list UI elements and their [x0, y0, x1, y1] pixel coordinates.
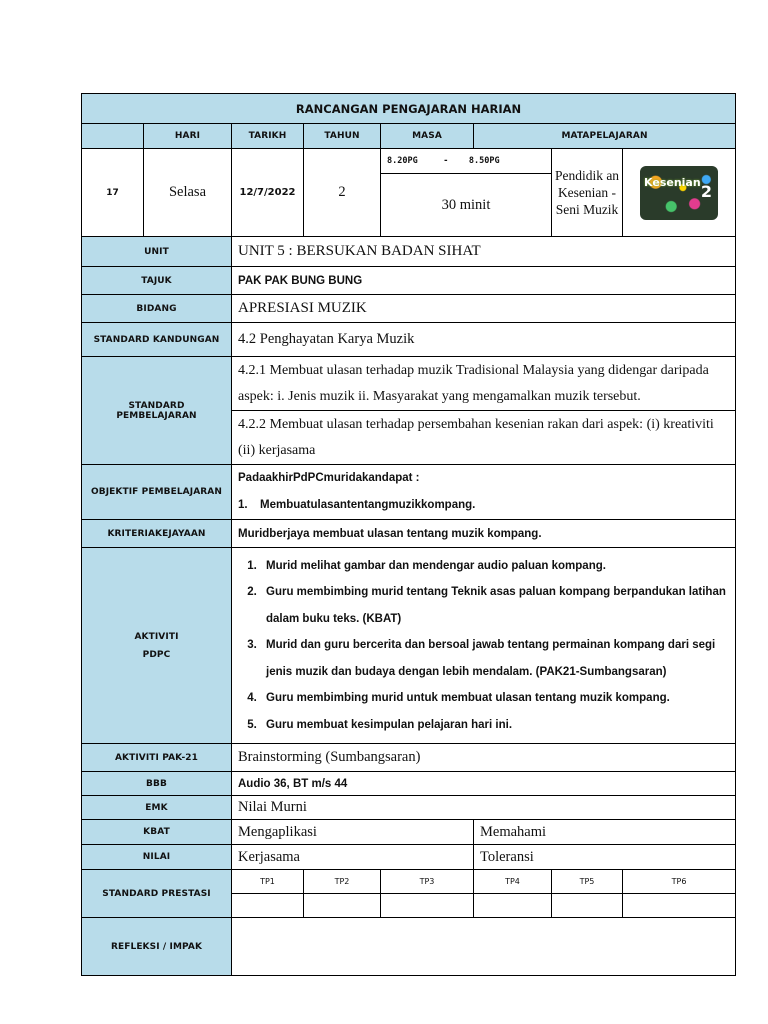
lesson-time-range: 8.20PG - 8.50PG: [381, 149, 552, 174]
kbat-label: KBAT: [82, 820, 232, 845]
kbat-value-2: Memahami: [474, 820, 736, 845]
objektif-item-1-text: Membuatulasantentangmuzikkompang.: [260, 499, 476, 511]
aktiviti-item: 5. Guru membuat kesimpulan pelajaran hari ini.: [260, 712, 729, 739]
emk-label: EMK: [82, 796, 232, 820]
tp3-header: TP3: [381, 870, 474, 894]
textbook-cover-number: 2: [700, 181, 713, 201]
lesson-year: 2: [304, 149, 381, 237]
standard-pembelajaran-1: 4.2.1 Membuat ulasan terhadap muzik Tradisional Malaysia yang didengar daripada aspek: i. Jenis muzik ii. Masyarakat yang mengamalkan muzik tersebut.: [232, 357, 736, 411]
textbook-cover-title: Kesenian: [644, 175, 701, 189]
lesson-plan-page: [81, 93, 735, 977]
kriteria-label: KRITERIAKEJAYAAN: [82, 520, 232, 548]
plan-title: RANCANGAN PENGAJARAN HARIAN: [82, 94, 736, 124]
nilai-label: NILAI: [82, 845, 232, 870]
header-hari: HARI: [144, 124, 232, 149]
nilai-value-2: Toleransi: [474, 845, 736, 870]
pak21-label: AKTIVITI PAK-21: [82, 744, 232, 772]
aktiviti-item: 3. Murid dan guru bercerita dan bersoal jawab tentang permainan kompang dari segi jenis muzik dan budaya dengan lebih mendalam. (PAK21-Sumbangsaran): [260, 632, 729, 685]
tp6-header: TP6: [623, 870, 736, 894]
tp1-header: TP1: [232, 870, 304, 894]
kriteria-value: Muridberjaya membuat ulasan tentang muzik kompang.: [232, 520, 736, 548]
tp4-value: [474, 894, 552, 918]
aktiviti-list: [238, 553, 729, 739]
tp4-header: TP4: [474, 870, 552, 894]
lesson-date: 12/7/2022: [232, 149, 304, 237]
nilai-value-1: Kerjasama: [232, 845, 474, 870]
objektif-cell: [232, 465, 736, 520]
header-tahun: TAHUN: [304, 124, 381, 149]
tp2-header: TP2: [304, 870, 381, 894]
lesson-duration: 30 minit: [381, 174, 552, 237]
objektif-intro: PadaakhirPdPCmuridakandapat :: [238, 472, 420, 484]
tajuk-label: TAJUK: [82, 267, 232, 295]
aktiviti-list-cell: [232, 548, 736, 744]
unit-value: UNIT 5 : BERSUKAN BADAN SIHAT: [232, 237, 736, 267]
aktiviti-label-line-1: AKTIVITI: [134, 631, 179, 642]
bbb-value: Audio 36, BT m/s 44: [232, 772, 736, 796]
textbook-cover-image: [640, 166, 718, 220]
lesson-number: 17: [82, 149, 144, 237]
tp5-value: [552, 894, 623, 918]
aktiviti-item: 2. Guru membimbing murid tentang Teknik asas paluan kompang berpandukan latihan dalam buku teks. (KBAT): [260, 579, 729, 632]
tp6-value: [623, 894, 736, 918]
header-tarikh: TARIKH: [232, 124, 304, 149]
bidang-value: APRESIASI MUZIK: [232, 295, 736, 323]
aktiviti-label-line-2: PDPC: [142, 649, 171, 660]
standard-kandungan-label: STANDARD KANDUNGAN: [82, 323, 232, 357]
kbat-value-1: Mengaplikasi: [232, 820, 474, 845]
refleksi-value: [232, 918, 736, 976]
standard-pembelajaran-2: 4.2.2 Membuat ulasan terhadap persembahan kesenian rakan dari aspek: (i) kreativiti (ii) kerjasama: [232, 411, 736, 465]
lesson-day: Selasa: [144, 149, 232, 237]
aktiviti-item: 1. Murid melihat gambar dan mendengar audio paluan kompang.: [260, 553, 729, 580]
bidang-label: BIDANG: [82, 295, 232, 323]
objektif-item-1: 1. Membuatulasantentangmuzikkompang.: [238, 499, 476, 511]
tp1-value: [232, 894, 304, 918]
bbb-label: BBB: [82, 772, 232, 796]
header-blank: [82, 124, 144, 149]
standard-prestasi-label: STANDARD PRESTASI: [82, 870, 232, 918]
tp2-value: [304, 894, 381, 918]
subject-name: Pendidik an Kesenian - Seni Muzik: [552, 149, 623, 237]
lesson-plan-table: [81, 93, 736, 976]
tajuk-value: PAK PAK BUNG BUNG: [232, 267, 736, 295]
emk-value: Nilai Murni: [232, 796, 736, 820]
textbook-cover-cell: [623, 149, 736, 237]
tp5-header: TP5: [552, 870, 623, 894]
pak21-value: Brainstorming (Sumbangsaran): [232, 744, 736, 772]
objektif-label: OBJEKTIF PEMBELAJARAN: [82, 465, 232, 520]
tp3-value: [381, 894, 474, 918]
standard-pembelajaran-label: STANDARD PEMBELAJARAN: [82, 357, 232, 465]
header-matapelajaran: MATAPELAJARAN: [474, 124, 736, 149]
refleksi-label: REFLEKSI / IMPAK: [82, 918, 232, 976]
header-masa: MASA: [381, 124, 474, 149]
standard-kandungan-value: 4.2 Penghayatan Karya Muzik: [232, 323, 736, 357]
aktiviti-item: 4. Guru membimbing murid untuk membuat ulasan tentang muzik kompang.: [260, 685, 729, 712]
unit-label: UNIT: [82, 237, 232, 267]
aktiviti-label: [82, 548, 232, 744]
